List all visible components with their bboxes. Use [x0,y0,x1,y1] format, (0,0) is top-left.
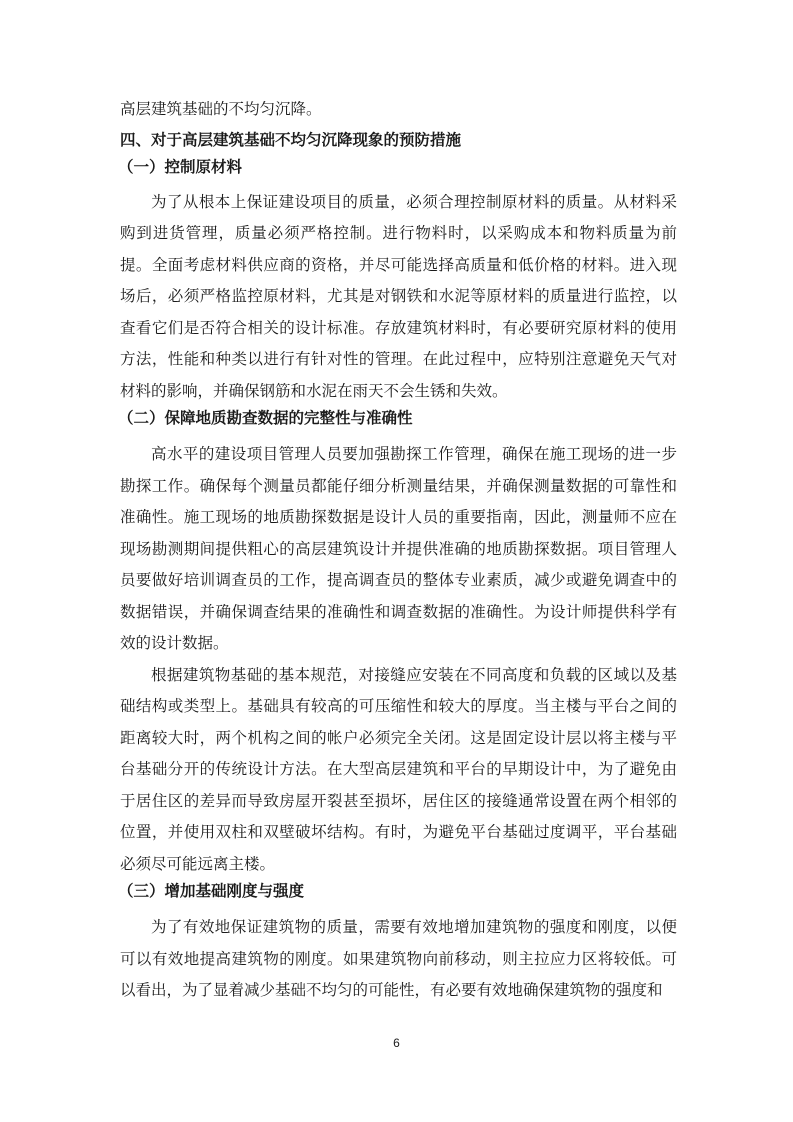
subsection-heading: （三）增加基础刚度与强度 [118,882,305,900]
body-paragraph: 高水平的建设项目管理人员要加强勘探工作管理，确保在施工现场的进一步勘探工作。确保每个测量员都能仔细分析测量结果，并确保测量数据的可靠性和准确性。施工现场的地质勘探数据是设计人员的重要指南，因此，测量师不应在现场勘测期间提供粗心的高层建筑设计并提供准确的地质勘探数据。项目管理人员要做好培训调查员的工作，提高调查员的整体专业素质，减少或避免调查中的数据错误，并确保调查结果的准确性和调查数据的准确性。为设计师提供科学有效的设计数据。 [120,445,677,652]
section-heading: 四、对于高层建筑基础不均匀沉降现象的预防措施 [120,130,462,149]
body-paragraph: 根据建筑物基础的基本规范，对接缝应安装在不同高度和负载的区域以及基础结构或类型上。基础具有较高的可压缩性和较大的厚度。当主楼与平台之间的距离较大时，两个机构之间的帐户必须完全关闭。这是固定设计层以将主楼与平台基础分开的传统设计方法。在大型高层建筑和平台的早期设计中，为了避免由于居住区的差异而导致房屋开裂甚至损坏，居住区的接缝通常设置在两个相邻的位置，并使用双柱和双壁破坏结构。有时，为避免平台基础过度调平，平台基础必须尽可能远离主楼。 [120,665,677,873]
body-paragraph: 为了从根本上保证建设项目的质量，必须合理控制原材料的质量。从材料采购到进货管理，质量必须严格控制。进行物料时，以采购成本和物料质量为前提。全面考虑材料供应商的资格，并尽可能选择高质量和低价格的材料。进入现场后，必须严格监控原材料，尤其是对钢铁和水泥等原材料的质量进行监控，以查看它们是否符合相关的设计标准。存放建筑材料时，有必要研究原材料的使用方法，性能和种类以进行有针对性的管理。在此过程中，应特别注意避免天气对材料的影响，并确保钢筋和水泥在雨天不会生锈和失效。 [120,192,677,400]
page-number: 6 [393,1036,400,1050]
page-body [120,94,677,1007]
subsection-heading: （二）保障地质勘查数据的完整性与准确性 [118,409,413,427]
body-paragraph: 为了有效地保证建筑物的质量，需要有效地增加建筑物的强度和刚度，以便可以有效地提高建筑物的刚度。如果建筑物向前移动，则主拉应力区将较低。可以看出，为了显着减少基础不均匀的可能性，有必要有效地确保建筑物的强度和 [120,918,677,999]
subsection-heading: （一）控制原材料 [118,157,243,176]
body-paragraph: 高层建筑基础的不均匀沉降。 [120,100,322,118]
